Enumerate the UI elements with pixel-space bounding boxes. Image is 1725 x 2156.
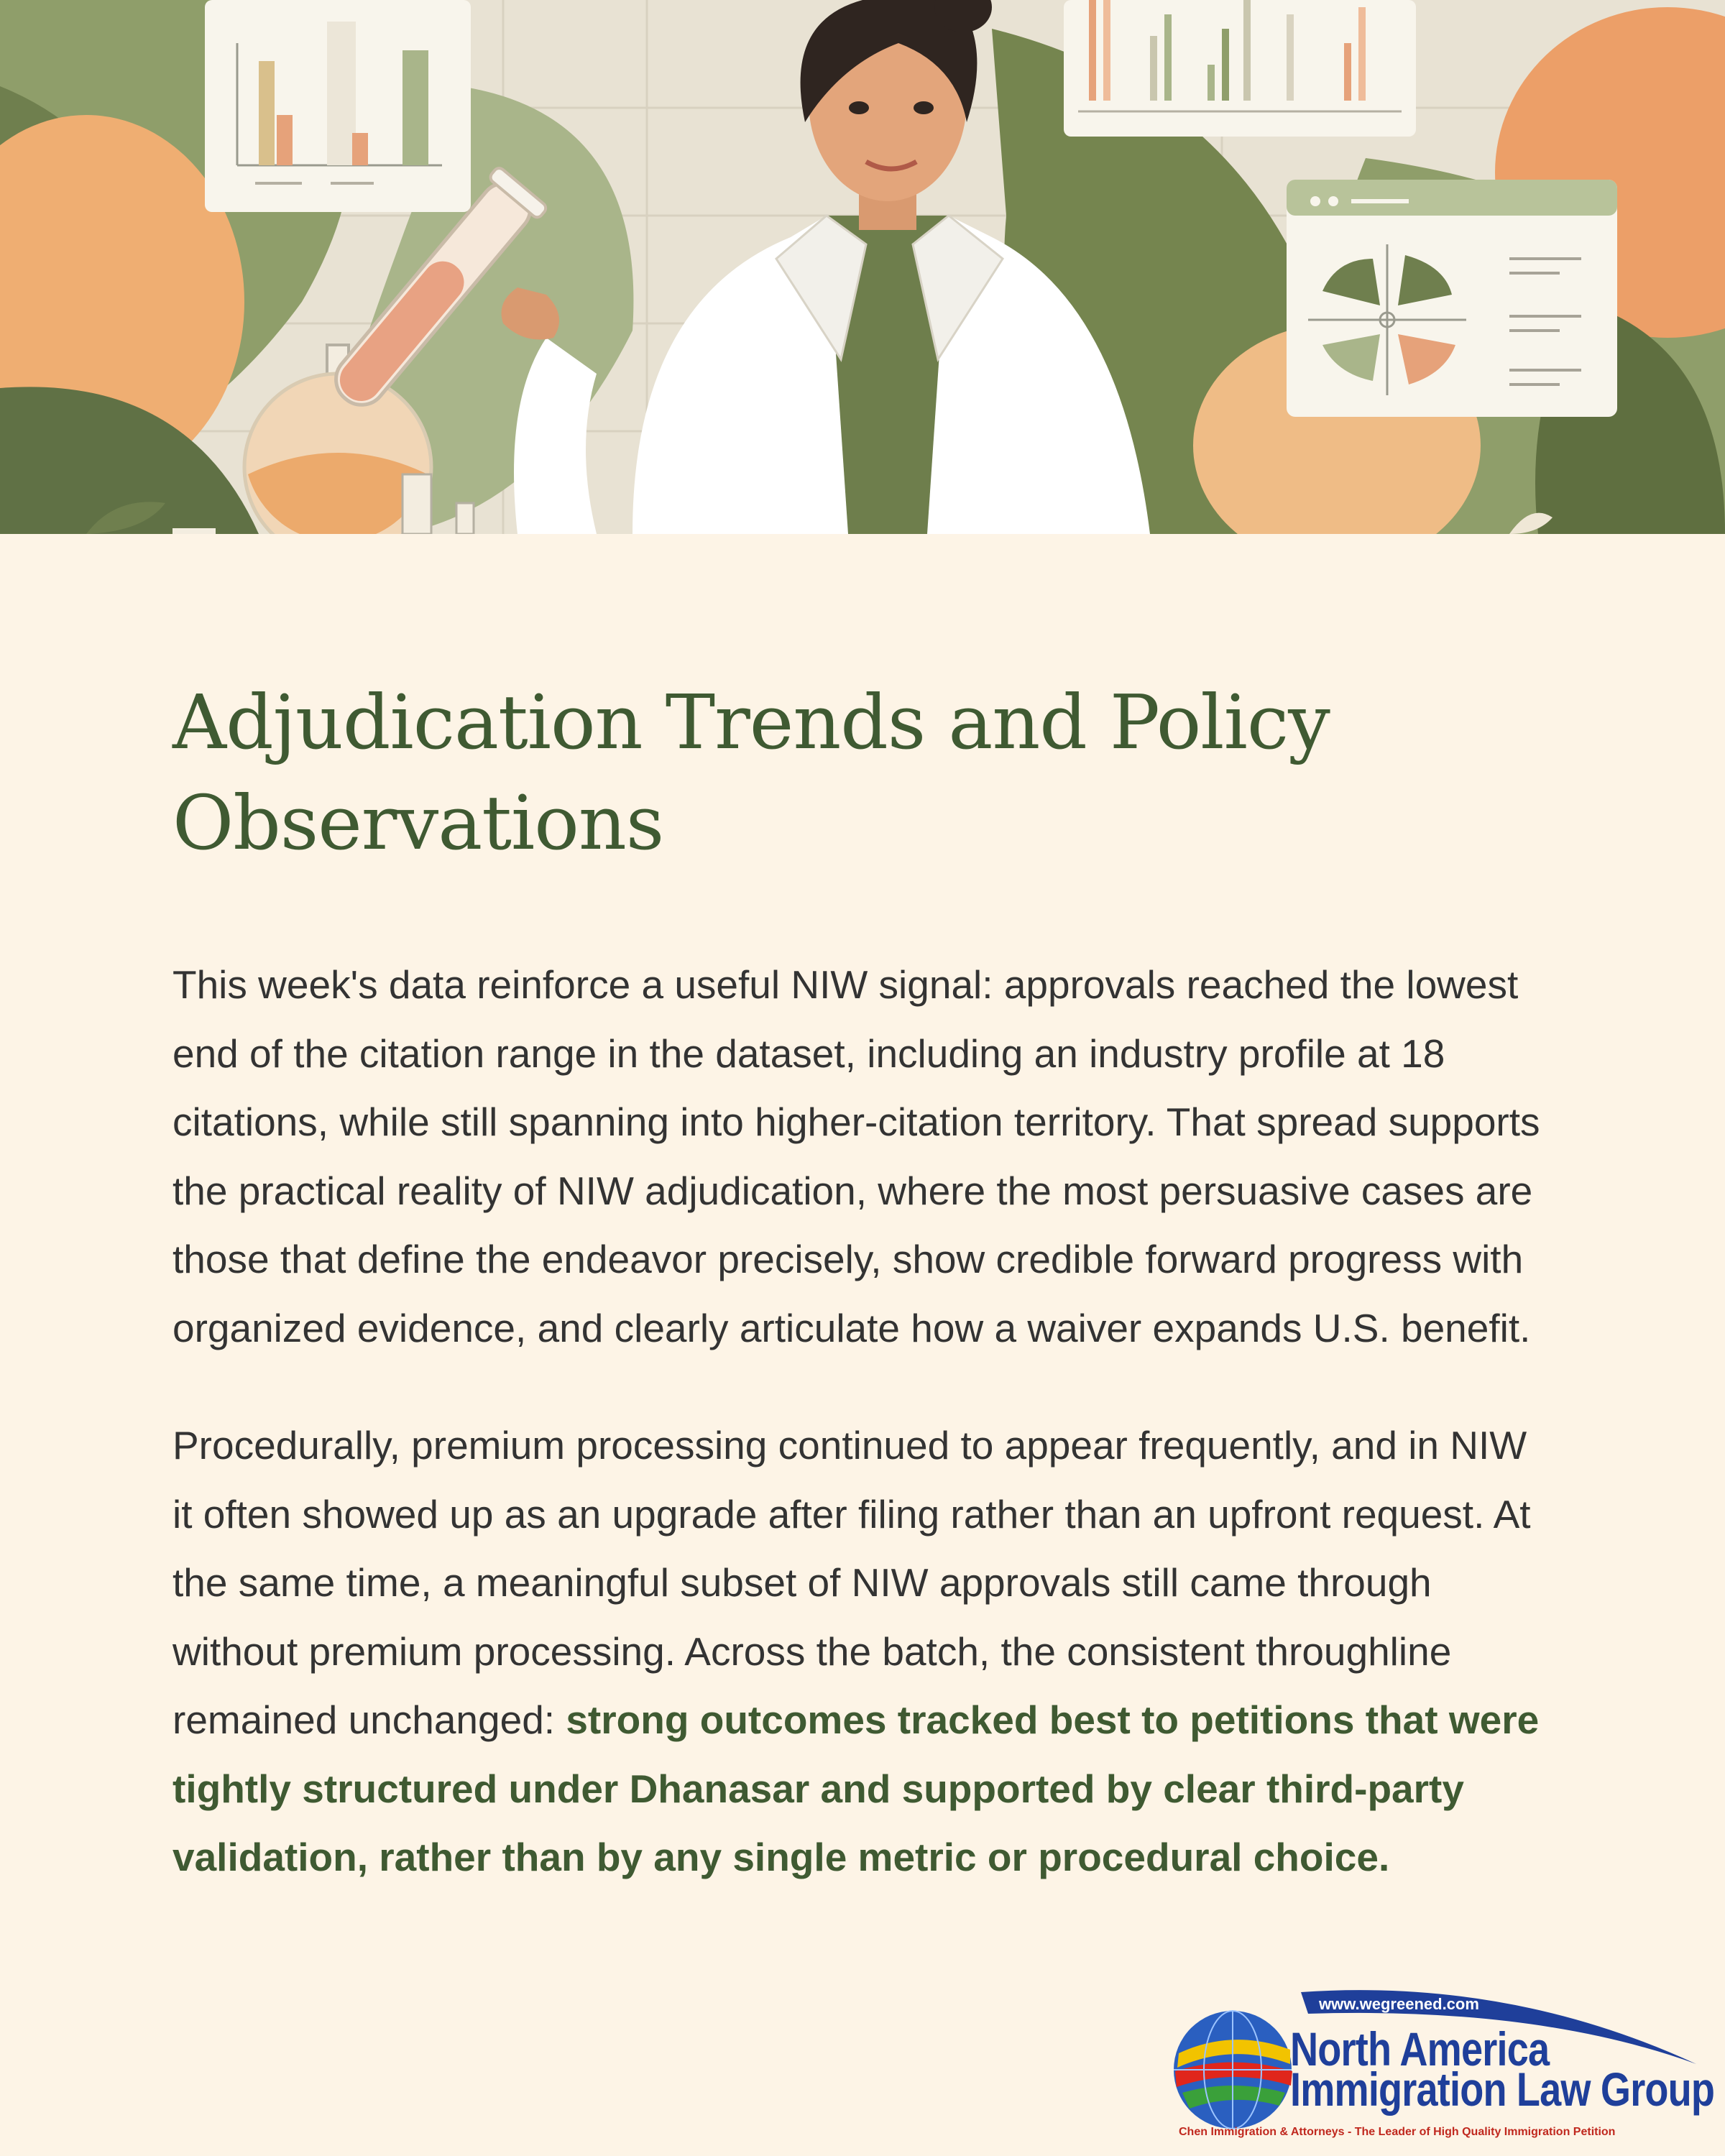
logo-url: www.wegreened.com xyxy=(1319,1995,1479,2013)
paragraph-2-emphasis: strong outcomes tracked best to petitions that were tightly structured under Dhanasar and supported by clear third-party validation, rather than by any single metric or procedural choice. xyxy=(172,1697,1540,1879)
logo-tagline: Chen Immigration & Attorneys - The Leader of High Quality Immigration Petition xyxy=(1179,2126,1616,2138)
article-title: Adjudication Trends and Policy Observations xyxy=(172,678,1330,867)
law-group-logo xyxy=(1164,1985,1715,2149)
article xyxy=(172,672,1552,1892)
hero-illustration xyxy=(0,0,1725,534)
paragraph-2-lead: Procedurally, premium processing continued to appear frequently, and in NIW it often showed up as an upgrade after filing rather than an upfront request. At the same time, a meaningful subset of NIW approvals still came through without premium processing. Across the batch, the consistent throughline remained unchanged: xyxy=(172,1423,1531,1742)
article-paragraph-1: This week's data reinforce a useful NIW signal: approvals reached the lowest end of the citation range in the dataset, including an industry profile at 18 citations, while still spanning into higher-citation territory. That spread supports the practical reality of NIW adjudication, where the most persuasive cases are those that define the endeavor precisely, show credible forward progress with organized evidence, and clearly articulate how a waiver expands U.S. benefit. xyxy=(172,962,1540,1350)
scientist-with-test-tube-illustration xyxy=(0,0,1725,534)
logo-name-line-1: North America xyxy=(1290,2022,1550,2076)
logo-name-line-2: Immigration Law Group xyxy=(1290,2063,1715,2116)
article-paragraph-2 xyxy=(172,1411,1552,1892)
